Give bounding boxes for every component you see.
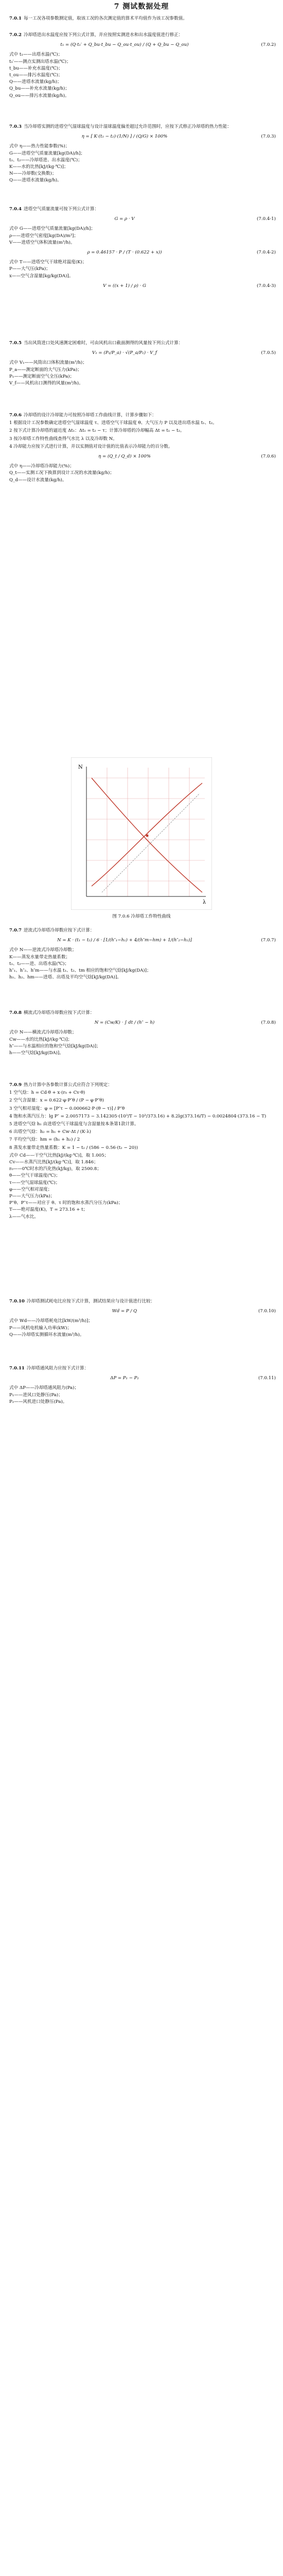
characteristic-curve-figure	[71, 757, 212, 910]
clause-7-0-2	[9, 32, 276, 99]
definition-line: K——水的比热[kJ/(kg·℃)]；	[9, 164, 68, 170]
clause-7-0-9	[9, 1082, 276, 1221]
definition-line: Cv——水蒸汽比热[kJ/(kg·℃)]，取 1.846；	[9, 1160, 98, 1165]
clause-7-0-3	[9, 124, 276, 184]
definition-line: ρ——进塔空气密度[kg(DA)/m³]；	[9, 233, 79, 239]
clause-number: 7.0.7	[9, 928, 22, 933]
clause-number: 7.0.4	[9, 207, 22, 212]
equation-formula: V = ((x + 1) / ρ) · G	[103, 283, 146, 289]
clause-7-0-10	[9, 1298, 276, 1338]
definition-line: Q——冷却塔实测循环水流量(m³/h)。	[9, 1332, 84, 1337]
definition-line: P——大气压力(kPa)；	[9, 1194, 55, 1199]
definition-line: V_f——风机出口测得的风量(m³/h)。	[9, 381, 83, 386]
definition-line: λ——气水比。	[9, 1214, 39, 1219]
definition-line: t_ou——排污水温度(℃)；	[9, 73, 63, 78]
definition-line: 式中 Wd——冷却塔耗电比[kW/(m³/h)]；	[9, 1318, 93, 1324]
definition-line: h″₁、h″₂、h″m——与水温 t₁、t₂、tm 相应的饱和空气焓[kJ/kg(DA)]；	[9, 968, 151, 974]
clause-text: 当冷却塔实测的进塔空气湿球温度与设计湿球温度偏差超过允许范围时，应按下式修正冷却塔的热力性能：	[23, 124, 232, 129]
definition-line: 式中 G——进塔空气质量流量[kg(DA)/h]；	[9, 226, 95, 232]
definition-line: 式中 V₁——风筒出口体积流量(m³/h)；	[9, 360, 87, 366]
equation-formula: N = K · (t₁ − t₂) / 6 · [1/(h″₁−h₁) + 4/(h″m−hm) + 1/(h″₂−h₂)]	[57, 938, 192, 943]
definition-line: P_a——测定断面的大气压力(kPa)；	[9, 367, 82, 372]
equation-number: (7.0.11)	[258, 1376, 276, 1381]
equation-number: (7.0.10)	[258, 1309, 276, 1314]
equation-number: (7.0.8)	[261, 1020, 276, 1026]
equation-number: (7.0.7)	[261, 938, 276, 943]
equation	[9, 216, 276, 223]
definition-line: t₁、t₂——冷却塔进、出水温度(℃)；	[9, 157, 82, 163]
definition-line: N——冷却数(交换数)；	[9, 171, 57, 177]
equation-formula: N = (Cw/K) · ∫ dt / (h″ − h)	[94, 1020, 155, 1026]
equation	[9, 1020, 276, 1026]
variable-definitions	[9, 947, 276, 981]
variable-definitions	[9, 52, 276, 99]
item-text: 1 空气焓：h = Cd·θ + x·(r₀ + Cv·θ)	[9, 1090, 85, 1096]
item-text: 5 进塔空气焓 h₁ 由进塔空气干球温度与含湿量按本条第1款计算。	[9, 1122, 139, 1127]
figure-caption: 图 7.0.6 冷却塔工作特性曲线	[112, 914, 171, 919]
definition-line: V——进塔空气体积流量(m³/h)。	[9, 240, 75, 245]
equation-formula: G = ρ · V	[114, 216, 135, 222]
variable-definitions	[9, 226, 276, 246]
equation-formula: t₁ = (Q·t₁′ + Q_bu·t_bu − Q_ou·t_ou) / (Q + Q_bu − Q_ou)	[60, 42, 189, 48]
clause-number: 7.0.1	[9, 16, 22, 21]
equation	[9, 453, 276, 460]
step-text: 1 根据设计工况参数确定进塔空气湿球温度 τ、进塔空气干球温度 θ、大气压力 P 以及进出塔水温 t₁、t₂。	[9, 420, 217, 426]
equation	[9, 350, 276, 357]
equation-number: (7.0.6)	[261, 454, 276, 460]
equation	[9, 249, 276, 256]
variable-definitions	[9, 360, 276, 387]
definition-line: h——空气焓[kJ/kg(DA)]。	[9, 1050, 64, 1056]
clause-number: 7.0.11	[9, 1366, 25, 1371]
step-text: 2 按下式计算冷却塔的逼近度 Δt₁：Δt₁ = t₂ − τ；计算冷却塔的冷却幅高 Δt = t₁ − t₂。	[9, 428, 185, 434]
equation-number: (7.0.5)	[261, 350, 276, 356]
definition-line: 式中 t₁——出塔水温(℃)；	[9, 52, 63, 58]
definition-line: Q_t——实测工况下换算到设计工况的水流量(kg/h)；	[9, 470, 114, 476]
clause-7-0-11	[9, 1365, 276, 1405]
equation-number: (7.0.4-2)	[257, 250, 276, 256]
variable-definitions	[9, 1153, 276, 1221]
definition-line: φ——空气相对湿度；	[9, 1187, 52, 1192]
definition-line: 式中 T——进塔空气干球绝对温度(K)；	[9, 260, 87, 265]
clause-number: 7.0.8	[9, 1010, 22, 1015]
equation	[9, 133, 276, 140]
definition-line: Q——进塔水流量(kg/h)；	[9, 79, 62, 85]
step-text: 4 冷却能力应按下式进行计算，并以实测值对设计值的比值表示冷却能力的百分数。	[9, 444, 173, 449]
equation	[9, 937, 276, 944]
clause-number: 7.0.9	[9, 1082, 22, 1088]
definition-line: 式中 ΔP——冷却塔通风阻力(Pa)；	[9, 1385, 79, 1391]
clause-text: 冷却塔进出水温度应按下列公式计算，并应按照实测进水和出水温度值进行修正：	[23, 32, 183, 38]
equation-formula: ρ = 0.46157 · P / (T · (0.622 + x))	[87, 250, 162, 256]
definition-line: 式中 η——热力性能参数(%)；	[9, 144, 70, 149]
definition-line: t₁′——测点实测出塔水温(℃)；	[9, 59, 71, 64]
equation	[9, 42, 276, 48]
clause-text: 热力计算中各参数计算公式应符合下列规定：	[23, 1082, 112, 1088]
clause-text: 冷却塔的设计冷却能力可按照冷却塔工作曲线计算，计算步骤如下：	[23, 413, 156, 418]
clause-number: 7.0.3	[9, 124, 22, 129]
item-text: 4 饱和水蒸汽压力：lg P″ = 2.0057173 − 3.142305·(10³/T − 10³/373.16) + 8.2lg(373.16/T) − 0.0024804·(373.16 − T)	[9, 1113, 267, 1119]
clause-number: 7.0.5	[9, 341, 22, 346]
clause-text: 进塔空气质量流量可按下列公式计算：	[23, 207, 99, 212]
equation-formula: V₁ = (P₁/P_a) · √(P_a/P₁) · V_f	[92, 350, 157, 356]
definition-line: Q_bu——补充水流量(kg/h)；	[9, 86, 69, 92]
equation	[9, 1308, 276, 1315]
variable-definitions	[9, 463, 276, 484]
definition-line: t₁、t₂——进、出塔水温(℃)；	[9, 961, 69, 967]
variable-definitions	[9, 259, 276, 280]
equation	[9, 1375, 276, 1382]
definition-line: 式中 N——逆流式冷却塔冷却数；	[9, 947, 77, 953]
figure-frame	[71, 757, 212, 910]
variable-definitions	[9, 1318, 276, 1338]
definition-line: P₂——风机进口处静压(Pa)。	[9, 1399, 67, 1404]
definition-line: P₁——测定断面空气全压(kPa)；	[9, 374, 75, 379]
clause-7-0-6	[9, 412, 276, 484]
clause-7-0-4	[9, 206, 276, 293]
equation-formula: η = (Q_t / Q_d) × 100%	[98, 454, 151, 460]
clause-number: 7.0.2	[9, 32, 22, 38]
clause-text: 冷却塔通风阻力应按下式计算：	[26, 1366, 89, 1371]
definition-line: P″θ、P″τ——对应于 θ、τ 时的饱和水蒸汽分压力(kPa)；	[9, 1200, 123, 1206]
equation-number: (7.0.4-1)	[257, 216, 276, 222]
equation	[9, 283, 276, 290]
definition-line: x——空气含湿量[kg/kg(DA)]。	[9, 273, 74, 279]
variable-definitions	[9, 143, 276, 184]
definition-line: h″——与水温相应的饱和空气焓[kJ/kg(DA)]；	[9, 1043, 101, 1049]
clause-text: 横流式冷却塔冷却数应按下式计算：	[23, 1010, 95, 1015]
item-text: 7 平均空气焓：hm = (h₁ + h₂) / 2	[9, 1137, 80, 1143]
definition-line: θ——空气干球温度(℃)；	[9, 1173, 60, 1179]
equation-number: (7.0.3)	[261, 134, 276, 140]
clause-7-0-7	[9, 927, 276, 981]
variable-definitions	[9, 1385, 276, 1405]
definition-line: Q——进塔水流量(kg/h)。	[9, 178, 62, 183]
definition-line: K——蒸发水量带走热量系数；	[9, 954, 70, 960]
definition-line: 式中 N——横流式冷却塔冷却数；	[9, 1030, 77, 1036]
definition-line: Cw——水的比热[kJ/(kg·℃)]；	[9, 1037, 73, 1042]
clause-7-0-5	[9, 340, 276, 387]
equation-formula: Wd = P / Q	[112, 1309, 137, 1314]
definition-line: r₀——0℃时水的汽化热(kJ/kg)，取 2500.8；	[9, 1166, 101, 1172]
clause-text: 每一工况各项参数测定值，取该工况的各次测定值的算术平均值作为该工况参数值。	[23, 16, 187, 21]
definition-line: h₁、h₂、hm——进塔、出塔及平均空气焓[kJ/kg(DA)]。	[9, 975, 121, 980]
definition-line: P——风机电机输入功率(kW)；	[9, 1325, 72, 1331]
equation-number: (7.0.2)	[261, 42, 276, 48]
equation-formula: η = [ K·(t₁ − t₂)·(1/N) ] / (Q/G) × 100%	[81, 134, 168, 140]
clause-text: 当出风筒进口处风速测定困难时，可由风机出口截面测得的风量按下列公式计算：	[23, 341, 183, 346]
clause-number: 7.0.10	[9, 1299, 25, 1304]
definition-line: Q_d——设计水流量(kg/h)。	[9, 477, 67, 483]
clause-7-0-8	[9, 1010, 276, 1057]
clause-7-0-1	[9, 15, 276, 23]
item-text: 6 出塔空气焓：h₂ = h₁ + Cw·Δt / (K·λ)	[9, 1129, 92, 1135]
definition-line: P₁——进风口处静压(Pa)；	[9, 1392, 63, 1398]
definition-line: P——大气压(kPa)；	[9, 266, 50, 272]
clause-text: 逆流式冷却塔冷却数应按下式计算：	[23, 928, 95, 933]
clause-text: 冷却塔测试耗电比应按下式计算，测试结果应与设计值进行比较：	[26, 1299, 155, 1304]
item-text: 8 蒸发水量带走热量系数：K = 1 − t₂ / (586 − 0.56·(t₂ − 20))	[9, 1145, 138, 1150]
equation-number: (7.0.4-3)	[257, 283, 276, 289]
definition-line: T——绝对温度(K)，T = 273.16 + t；	[9, 1207, 88, 1213]
y-axis-label: N	[78, 765, 83, 770]
item-text: 3 空气相对湿度：φ = [P″τ − 0.000662·P·(θ − τ)] / P″θ	[9, 1106, 125, 1111]
clause-number: 7.0.6	[9, 413, 22, 418]
definition-line: τ——空气湿球温度(℃)；	[9, 1180, 60, 1185]
definition-line: G——进塔空气质量流量[kg(DA)/h]；	[9, 150, 85, 156]
x-axis-label: λ	[203, 900, 206, 905]
variable-definitions	[9, 1029, 276, 1057]
step-text: 3 按冷却塔工作特性曲线查得气水比 λ 以及冷却数 N。	[9, 436, 117, 442]
definition-line: 式中 η——冷却塔冷却能力(%)；	[9, 464, 74, 469]
definition-line: t_bu——补充水温度(℃)；	[9, 65, 63, 71]
section-title: 7 测试数据处理	[114, 3, 169, 11]
definition-line: Q_ou——排污水流量(kg/h)。	[9, 93, 69, 98]
intersection-point	[146, 835, 149, 837]
equation-formula: ΔP = P₁ − P₂	[110, 1376, 139, 1381]
item-text: 2 空气含湿量：x = 0.622·φ·P″θ / (P − φ·P″θ)	[9, 1098, 104, 1104]
definition-line: 式中 Cd——干空气比热[kJ/(kg·℃)]，取 1.005；	[9, 1153, 109, 1158]
